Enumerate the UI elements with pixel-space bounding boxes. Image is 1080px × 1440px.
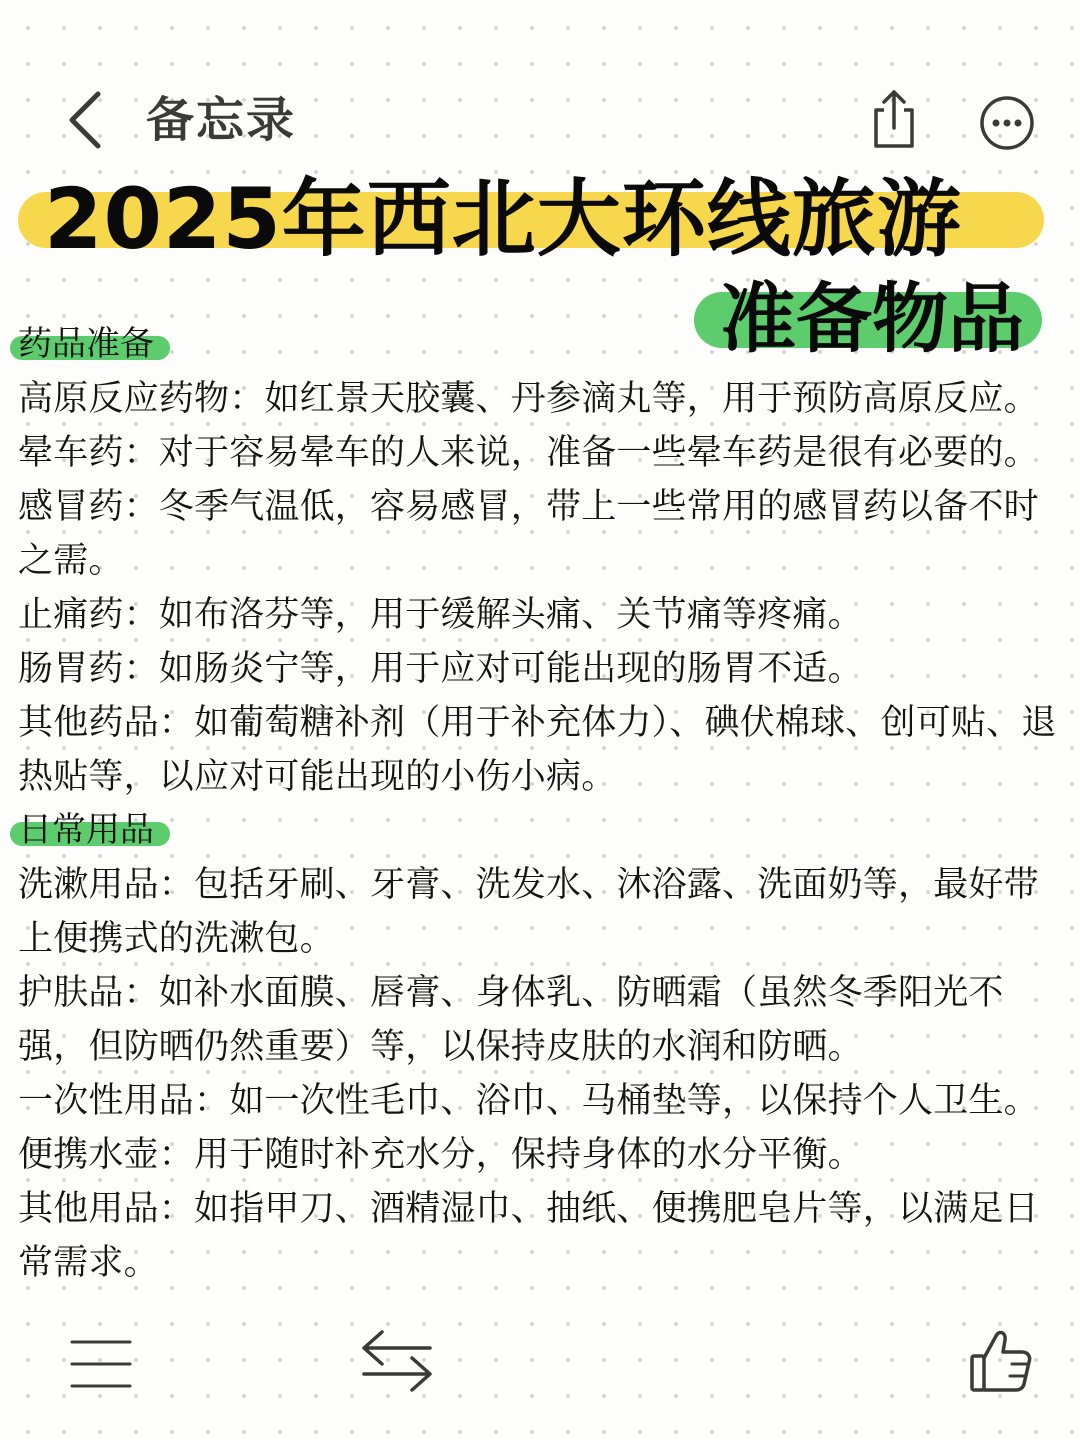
note-subtitle — [694, 274, 1042, 363]
menu-lines-icon — [70, 1336, 134, 1392]
section-heading-daily — [18, 810, 154, 850]
list-item: 便携水壶：用于随时补充水分，保持身体的水分平衡。 — [18, 1135, 863, 1175]
more-button[interactable] — [978, 94, 1036, 152]
like-button[interactable] — [966, 1326, 1036, 1396]
more-dots-icon — [978, 94, 1036, 152]
section-heading-text: 药品准备 — [18, 324, 154, 364]
list-item: 高原反应药物：如红景天胶囊、丹参滴丸等，用于预防高原反应。 — [18, 379, 1039, 419]
back-chevron-icon — [62, 88, 118, 152]
swap-button[interactable] — [356, 1326, 438, 1396]
list-item: 洗漱用品：包括牙刷、牙膏、洗发水、沐浴露、洗面奶等，最好带上便携式的洗漱包。 — [18, 865, 1039, 959]
bottom-toolbar — [0, 1320, 1080, 1410]
swap-arrows-icon — [356, 1326, 438, 1396]
list-item: 其他药品：如葡萄糖补剂（用于补充体力）、碘伏棉球、创可贴、退热贴等，以应对可能出现的小伤小病。 — [18, 703, 1057, 797]
list-item: 晕车药：对于容易晕车的人来说，准备一些晕车药是很有必要的。 — [18, 433, 1039, 473]
list-item: 感冒药：冬季气温低，容易感冒，带上一些常用的感冒药以备不时之需。 — [18, 487, 1039, 581]
list-item: 肠胃药：如肠炎宁等，用于应对可能出现的肠胃不适。 — [18, 649, 863, 689]
back-button[interactable] — [62, 88, 118, 152]
note-title-text: 2025年西北大环线旅游 — [44, 170, 962, 268]
share-icon — [866, 86, 922, 152]
section-heading-medicine — [18, 324, 154, 364]
share-button[interactable] — [866, 86, 922, 152]
section-heading-text: 日常用品 — [18, 810, 154, 850]
list-item: 其他用品：如指甲刀、酒精湿巾、抽纸、便携肥皂片等，以满足日常需求。 — [18, 1189, 1039, 1283]
list-item: 止痛药：如布洛芬等，用于缓解头痛、关节痛等疼痛。 — [18, 595, 863, 635]
list-item: 一次性用品：如一次性毛巾、浴巾、马桶垫等，以保持个人卫生。 — [18, 1081, 1039, 1121]
note-title-line1 — [18, 170, 1044, 268]
thumbs-up-icon — [966, 1326, 1036, 1396]
top-bar — [0, 80, 1080, 164]
menu-button[interactable] — [70, 1336, 134, 1392]
note-subtitle-text: 准备物品 — [720, 274, 1024, 363]
app-title: 备忘录 — [146, 92, 297, 148]
list-item: 护肤品：如补水面膜、唇膏、身体乳、防晒霜（虽然冬季阳光不强，但防晒仍然重要）等，以保持皮肤的水润和防晒。 — [18, 973, 1004, 1067]
